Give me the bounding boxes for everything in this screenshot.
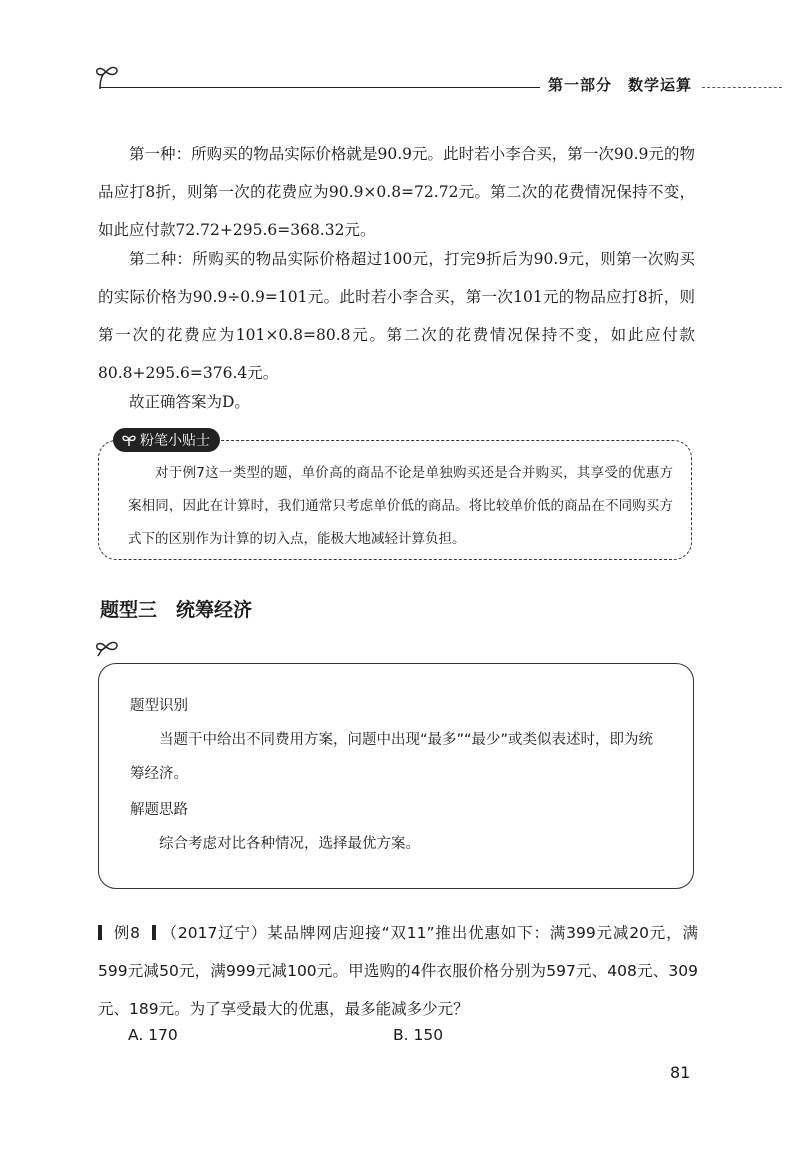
paragraph-first-option: 第一种：所购买的物品实际价格就是90.9元。此时若小李合买，第一次90.9元的物品应打8折，则第一次的花费应为90.9×0.8=72.72元。第二次的花费情况保持不变，如此应付款72.72+295.6=368.32元。 [98,145,695,239]
identify-text: 当题干中给出不同费用方案，问题中出现“最多”“最少”或类似表述时，即为统筹经济。 [130,732,654,782]
header-rule-dashed [702,87,782,88]
approach-heading: 解题思路 [130,802,188,818]
sprout-icon [94,636,124,660]
option-b: B. 150 [393,1026,444,1044]
example-bar-right [152,925,156,940]
example-text: （2017辽宁）某品牌网店迎接“双11”推出优惠如下：满399元减20元，满599元减50元，满999元减100元。甲选购的4件衣服价格分别为597元、408元、309元、189元。为了享受最大的优惠，最多能减多少元？ [98,924,698,1018]
example-label: 例8 [113,924,140,942]
header-rule [100,87,540,88]
tip-label-text: 粉笔小贴士 [140,433,210,449]
section-title: 题型三 统筹经济 [100,599,253,621]
paragraph-second-option: 第二种：所购买的物品实际价格超过100元，打完9折后为90.9元，则第一次购买的实际价格为90.9÷0.9=101元。此时若小李合买，第一次101元的物品应打8折，则第一次的花费应为101×0.8=80.8元。第二次的花费情况保持不变，如此应付款80.8+295.6=376.4元。 [98,250,695,382]
header-title: 第一部分 数学运算 [548,76,693,94]
tip-label [113,428,220,452]
example-bar-left [98,925,102,940]
paragraph-answer: 故正确答案为D。 [129,393,250,411]
option-a: A. 170 [128,1026,178,1044]
tip-text: 对于例7这一类型的题，单价高的商品不论是单独购买还是合并购买，其享受的优惠方案相同，因此在计算时，我们通常只考虑单价低的商品。将比较单价低的商品在不同购买方式下的区别作为计算的切入点，能极大地减轻计算负担。 [128,465,673,547]
approach-text: 综合考虑对比各种情况，选择最优方案。 [159,836,420,852]
example-question [98,914,698,1028]
sprout-icon [121,433,137,447]
page-number: 81 [670,1063,691,1082]
identify-heading: 题型识别 [130,698,188,714]
